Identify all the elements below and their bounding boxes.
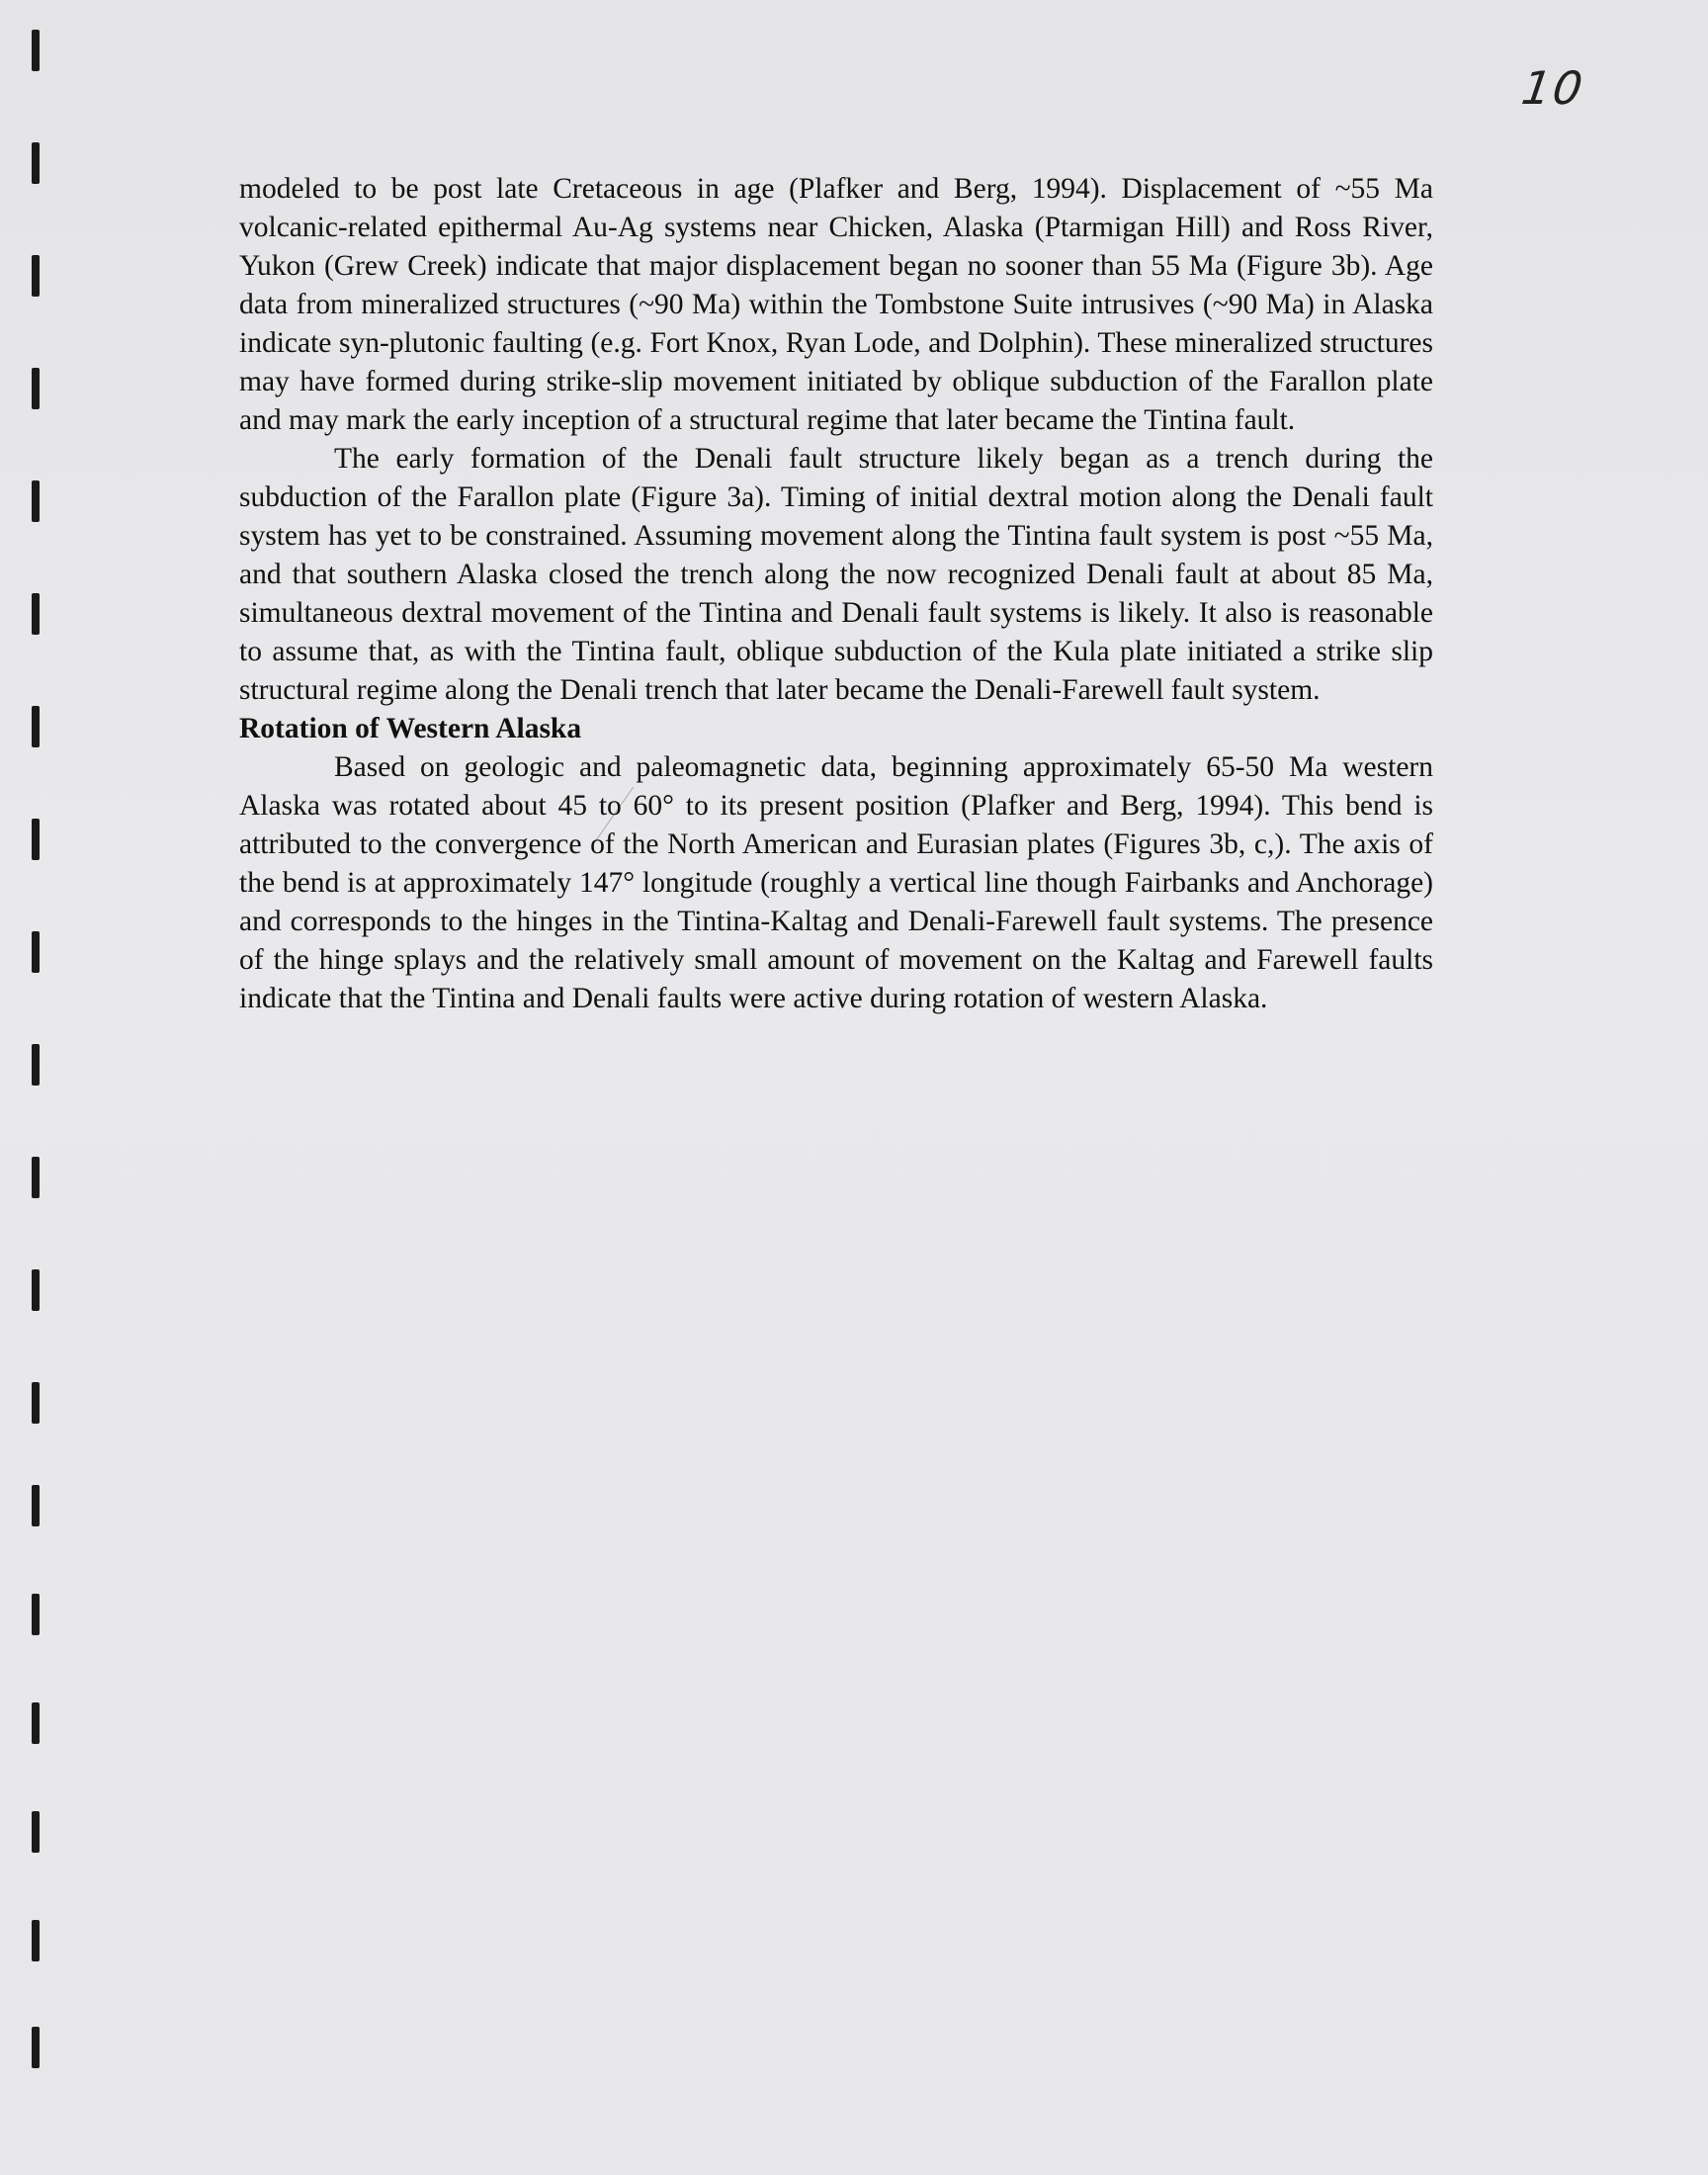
paragraph-2: The early formation of the Denali fault structure likely began as a trench during the subduction of the Farallon plate (Figure 3a). Timing of initial dextral motion along the Denali fault system has yet to be constrained. Assuming movement along the Tintina fault system is post ~55 Ma, and that southern Alaska closed the trench along the now recognized Denali fault at about 85 Ma, simultaneous dextral movement of the Tintina and Denali fault systems is likely. It also is reasonable to assume that, as with the Tintina fault, oblique subduction of the Kula plate initiated a strike slip structural regime along the Denali trench that later became the Denali-Farewell fault system.: [239, 443, 1433, 706]
section-heading: Rotation of Western Alaska: [239, 713, 582, 744]
binding-hole: [32, 1594, 40, 1635]
binding-hole: [32, 30, 40, 71]
binding-hole: [32, 1382, 40, 1424]
binding-hole: [32, 368, 40, 409]
page-number: 10: [1518, 61, 1588, 115]
binding-hole: [32, 706, 40, 747]
binding-hole: [32, 931, 40, 973]
binding-hole: [32, 1269, 40, 1311]
binding-hole: [32, 2027, 40, 2068]
binding-hole: [32, 1157, 40, 1198]
paragraph-1: modeled to be post late Cretaceous in age (Plafker and Berg, 1994). Displacement of ~55 Ma volcanic-related epithermal Au-Ag systems near Chicken, Alaska (Ptarmigan Hill) and Ross River, Yukon (Grew Creek) indicate that major displacement began no sooner than 55 Ma (Figure 3b). Age data from mineralized structures (~90 Ma) within the Tombstone Suite intrusives (~90 Ma) in Alaska indicate syn-plutonic faulting (e.g. Fort Knox, Ryan Lode, and Dolphin). These mineralized structures may have formed during strike-slip movement initiated by oblique subduction of the Farallon plate and may mark the early inception of a structural regime that later became the Tintina fault.: [239, 173, 1433, 436]
binding-hole: [32, 593, 40, 635]
binding-hole: [32, 819, 40, 860]
binding-hole: [32, 1044, 40, 1086]
binding-hole: [32, 1485, 40, 1526]
binding-hole: [32, 142, 40, 184]
binding-hole: [32, 1811, 40, 1853]
binding-hole: [32, 1702, 40, 1744]
paragraph-3: Based on geologic and paleomagnetic data, beginning approximately 65-50 Ma western Alaska was rotated about 45 to 60° to its present position (Plafker and Berg, 1994). This bend is attributed to the convergence of the North American and Eurasian plates (Figures 3b, c,). The axis of the bend is at approximately 147° longitude (roughly a vertical line though Fairbanks and Anchorage) and corresponds to the hinges in the Tintina-Kaltag and Denali-Farewell fault systems. The presence of the hinge splays and the relatively small amount of movement on the Kaltag and Farewell faults indicate that the Tintina and Denali faults were active during rotation of western Alaska.: [239, 751, 1433, 1014]
document-body: [239, 170, 1433, 1018]
binding-hole: [32, 255, 40, 297]
binding-hole: [32, 480, 40, 522]
binding-holes: [0, 0, 79, 2175]
binding-hole: [32, 1920, 40, 1961]
